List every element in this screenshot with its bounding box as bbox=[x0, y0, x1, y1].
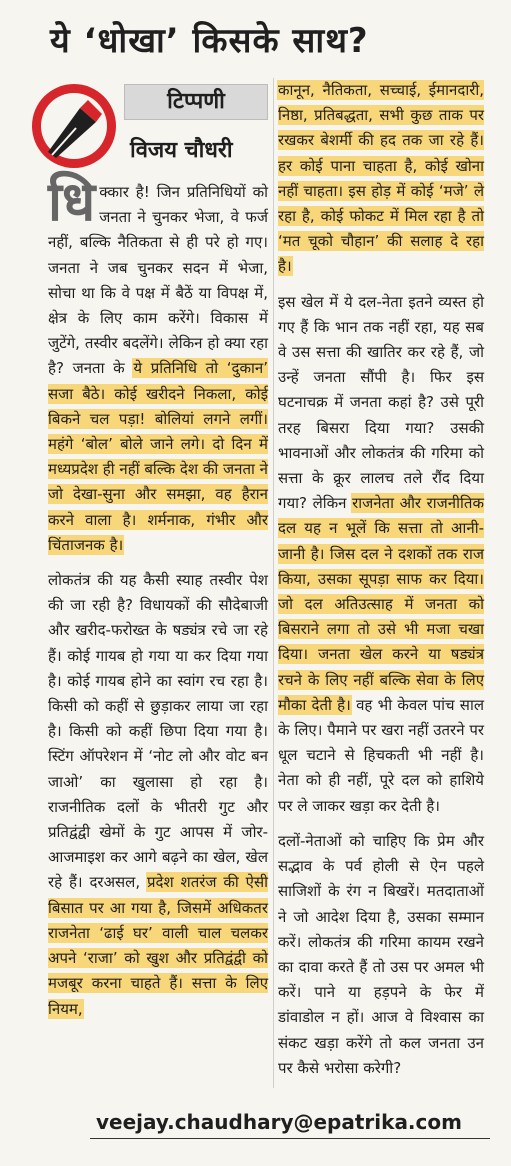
paragraph-3 bbox=[278, 78, 484, 280]
highlighted-text: राजनेता और राजनीतिक दल यह न भूलें कि सत्ता तो आनी-जानी है। जिस दल ने दशकों तक राज किया, उसका सूपड़ा साफ कर दिया। जो दल अतिउत्साह में जनता को बिसराने लगा तो उसे भी मजा चखा दिया। जनता खेल करने या षड्यंत्र रचने के लिए नहीं बल्कि सेवा के लिए मौका देती है। bbox=[278, 494, 484, 714]
pen-nib-logo-icon bbox=[30, 82, 118, 170]
paragraph-2 bbox=[48, 568, 268, 1022]
headline: ये ‘धोखा’ किसके साथ? bbox=[50, 21, 369, 61]
paragraph-text: इस खेल में ये दल-नेता इतने व्यस्त हो गए हैं कि भान तक नहीं रहा, यह सब वे उस सत्ता की खातिर कर रहे हैं, जो उन्हें जनता सौंपी है। फिर इस घटनाचक्र में जनता कहां है? उसे पूरी तरह बिसरा दिया गया? उसकी भावनाओं और लोकतंत्र की गरिमा को सत्ता के क्रूर लालच तले रौंद दिया गया? लेकिन bbox=[278, 292, 484, 513]
right-column bbox=[278, 78, 484, 1091]
section-tag: टिप्पणी bbox=[124, 84, 268, 120]
author-byline: विजय चौधरी bbox=[130, 138, 233, 163]
paragraph-5 bbox=[278, 829, 484, 1081]
paragraph-text: क्कार है! जिन प्रतिनिधियों को जनता ने चुनकर भेजा, वे फर्ज नहीं, बल्कि नैतिकता से ही परे हो गए। जनता ने जब चुनकर सदन में भेजा, सोचा था कि वे पक्ष में बैठें या विपक्ष में, क्षेत्र के लिए काम करेंगे। विकास में जुटेंगे, तस्वीर बदलेंगे। लेकिन हो क्या रहा है? जनता के bbox=[48, 183, 268, 378]
highlighted-text: ये प्रतिनिधि तो ‘दुकान’ सजा बैठे। कोई खरीदने निकला, कोई बिकने चल पड़ा! बोलियां लगने लगीं। महंगे ‘बोल’ बोले जाने लगे। दो दिन में मध्यप्रदेश ही नहीं बल्कि देश की जनता ने जो देखा-सुना और समझा, वह हैरान करने वाला है। शर्मनाक, गंभीर और चिंताजनक है। bbox=[48, 359, 268, 554]
highlighted-text: कानून, नैतिकता, सच्चाई, ईमानदारी, निष्ठा, प्रतिबद्धता, सभी कुछ ताक पर रखकर बेशर्मी की हद तक जा रहे हैं। हर कोई पाना चाहता है, कोई खोना नहीं चाहता। इस होड़ में कोई ‘मजे’ ले रहा है, कोई फोकट में मिल रहा है तो ‘मत चूको चौहान’ की सलाह दे रहा है। bbox=[278, 81, 484, 276]
author-email: veejay.chaudhary@epatrika.com bbox=[96, 1110, 462, 1134]
paragraph-text-after: वह भी केवल पांच साल के लिए। पैमाने पर खरा नहीं उतरने पर धूल चटाने से हिचकती भी नहीं है। नेता को ही नहीं, पूरे दल को हाशिये पर ले जाकर खड़ा कर देती है। bbox=[278, 695, 484, 815]
column-divider bbox=[273, 78, 274, 1088]
left-column bbox=[48, 170, 268, 1032]
drop-cap: धि bbox=[48, 170, 96, 233]
paragraph-text: दलों-नेताओं को चाहिए कि प्रेम और सद्भाव के पर्व होली से ऐन पहले साजिशों के रंग न बिखरें। मतदाताओं ने जो आदेश दिया है, उसका सम्मान करें। लोकतंत्र की गरिमा कायम रखने का दावा करते हैं तो उस पर अमल भी करें। पाने या हड़पने के फेर में डांवाडोल न हों। आज वे विश्वास का संकट खड़ा करेंगे तो कल जनता उन पर कैसे भरोसा करेगी? bbox=[278, 831, 484, 1077]
paragraph-text: लोकतंत्र की यह कैसी स्याह तस्वीर पेश की जा रही है? विधायकों की सौदेबाजी और खरीद-फरोख्त के षड्यंत्र रचे जा रहे हैं। कोई गायब हो गया या कर दिया गया है। कोई गायब होने का स्वांग रच रहा है। किसी को कहीं से छुड़ाकर लाया जा रहा है। किसी को कहीं छिपा दिया गया है। स्टिंग ऑपरेशन में ‘नोट लो और वोट बन जाओ’ का खुलासा हो रहा है। राजनीतिक दलों के भीतरी गुट और प्रतिद्वंद्वी खेमों के गुट आपस में जोर-आजमाइश कर आगे बढ़ने का खेल, खेल रहे हैं। दरअसल, bbox=[48, 571, 268, 892]
footer-rule bbox=[90, 1138, 490, 1139]
paragraph-4 bbox=[278, 290, 484, 819]
paragraph-1 bbox=[48, 170, 268, 558]
highlighted-text: प्रदेश शतरंज की ऐसी बिसात पर आ गया है, जिसमें अधिकतर राजनेता ‘ढाई घर’ वाली चाल चलकर अपने ‘राजा’ को खुश और प्रतिद्वंद्वी को मजबूर करना चाहते हैं। सत्ता के लिए नियम, bbox=[48, 873, 268, 1018]
